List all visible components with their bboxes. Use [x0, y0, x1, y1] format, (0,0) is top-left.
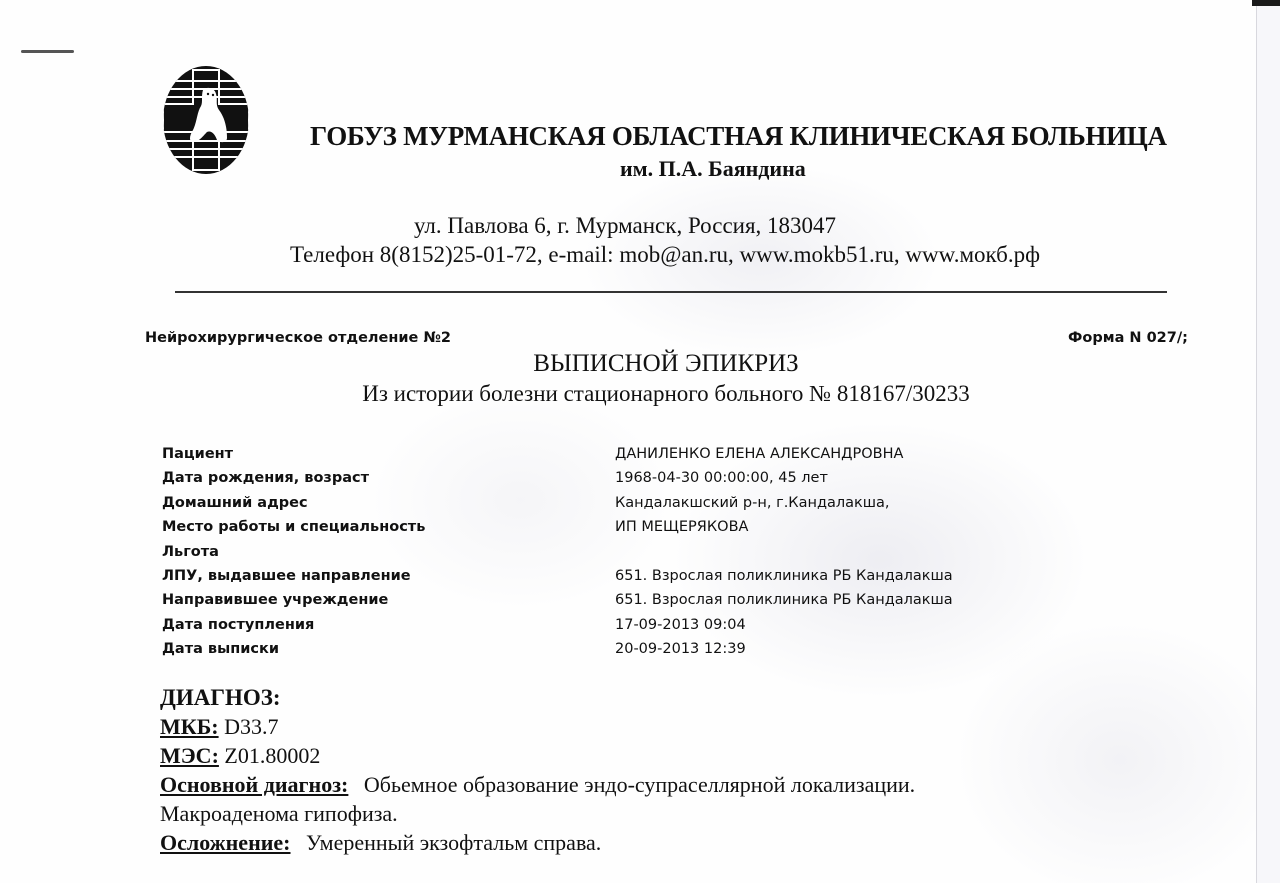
document-subtitle: Из истории болезни стационарного больного № 818167/30233 — [362, 381, 970, 406]
main-diagnosis-value: Обьемное образование эндо-супраселлярной локализации. — [363, 772, 916, 797]
info-value: ДАНИЛЕНКО ЕЛЕНА АЛЕКСАНДРОВНА — [615, 446, 904, 462]
mes-label: МЭС: — [160, 743, 219, 768]
document-title: ВЫПИСНОЙ ЭПИКРИЗ — [533, 350, 799, 377]
mes-value: Z01.80002 — [224, 743, 321, 768]
main-diagnosis-line — [160, 770, 1160, 799]
info-row-benefit — [162, 540, 1062, 564]
organization-contacts: Телефон 8(8152)25-01-72, e-mail: mob@an.ru, www.mokb51.ru, www.мокб.рф — [289, 242, 1040, 267]
info-row-address — [162, 491, 1062, 515]
info-row-referring-institution — [162, 588, 1062, 612]
icd-label: МКБ: — [160, 714, 219, 739]
scanner-corner-shadow — [1252, 0, 1280, 6]
main-diagnosis-label: Основной диагноз: — [160, 772, 349, 797]
info-row-referring-lpu — [162, 564, 1062, 588]
info-row-admission-date — [162, 613, 1062, 637]
patient-info-table — [162, 442, 1062, 662]
complication-line — [160, 828, 1160, 857]
info-value: 651. Взрослая поликлиника РБ Кандалакша — [615, 567, 953, 584]
organization-subtitle: им. П.А. Баяндина — [620, 156, 806, 181]
organization-name: ГОБУЗ МУРМАНСКАЯ ОБЛАСТНАЯ КЛИНИЧЕСКАЯ БОЛЬНИЦА — [310, 121, 1167, 151]
info-value: 17-09-2013 09:04 — [615, 616, 746, 633]
info-value: 20-09-2013 12:39 — [615, 641, 746, 658]
info-value: ИП МЕЩЕРЯКОВА — [615, 519, 749, 536]
info-row-birthdate — [162, 466, 1062, 490]
info-value: 1968-04-30 00:00:00, 45 лет — [615, 470, 828, 487]
info-label: ЛПУ, выдавшее направление — [162, 567, 411, 584]
complication-label: Осложнение: — [160, 830, 291, 855]
icd-line — [160, 712, 1160, 741]
info-label: Дата выписки — [162, 641, 279, 658]
info-label: Направившее учреждение — [162, 592, 389, 609]
info-label: Дата рождения, возраст — [162, 470, 370, 487]
diagnosis-section — [160, 683, 1160, 857]
scan-mark — [21, 50, 74, 53]
scanner-background-edge — [1257, 0, 1280, 883]
diagnosis-heading: ДИАГНОЗ: — [160, 685, 281, 710]
info-value: 651. Взрослая поликлиника РБ Кандалакша — [615, 592, 953, 609]
organization-address: ул. Павлова 6, г. Мурманск, Россия, 183047 — [413, 213, 837, 238]
info-label: Дата поступления — [162, 616, 315, 633]
main-diagnosis-continuation: Макроаденома гипофиза. — [160, 801, 398, 826]
info-label: Пациент — [162, 446, 234, 462]
department-name: Нейрохирургическое отделение №2 — [145, 330, 451, 346]
hospital-logo-bear-cross-icon — [163, 66, 249, 174]
form-number: Форма N 027/; — [1068, 330, 1188, 346]
header-divider — [175, 291, 1167, 293]
info-value: Кандалакшский р-н, г.Кандалакша, — [615, 494, 890, 511]
info-row-patient — [162, 442, 1062, 466]
icd-value: D33.7 — [224, 714, 279, 739]
info-label: Домашний адрес — [162, 494, 308, 511]
info-row-discharge-date — [162, 637, 1062, 661]
complication-value: Умеренный экзофтальм справа. — [306, 830, 602, 855]
info-label: Льгота — [162, 543, 219, 560]
info-row-workplace — [162, 515, 1062, 539]
info-label: Место работы и специальность — [162, 519, 426, 536]
mes-line — [160, 741, 1160, 770]
